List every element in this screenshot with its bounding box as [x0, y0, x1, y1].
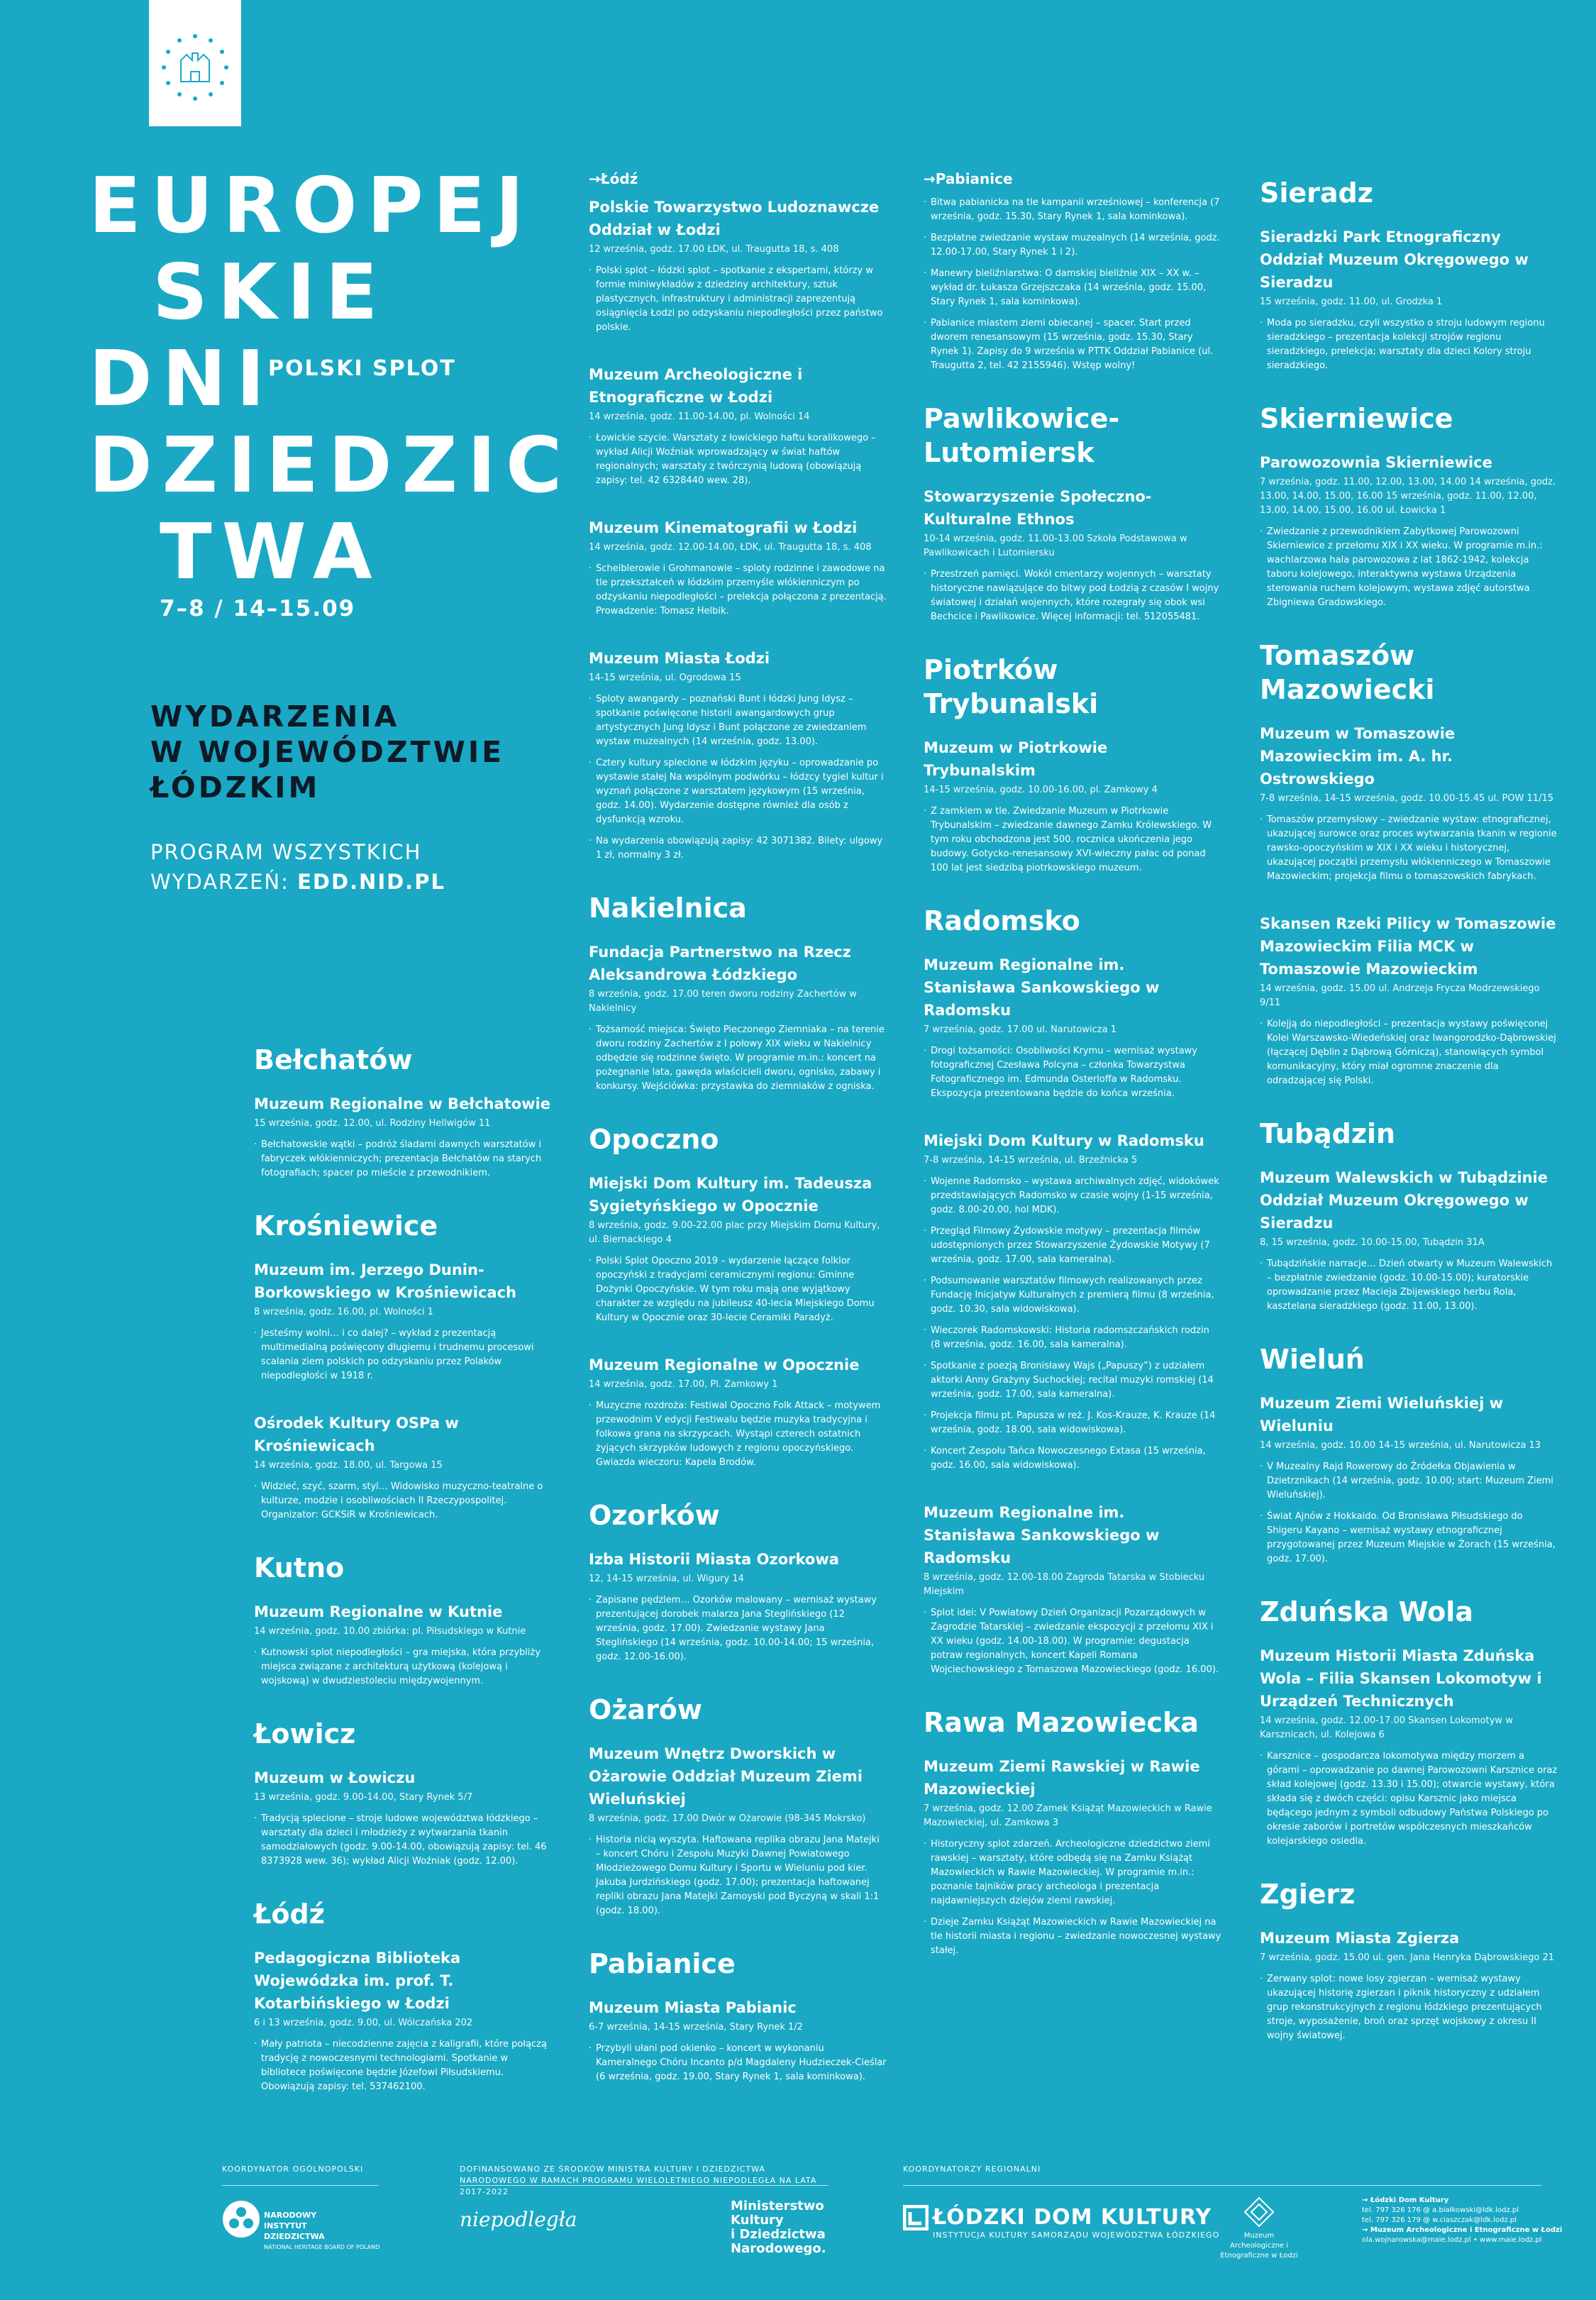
event-description: · Widzieć, szyć, szarm, styl… Widowisko muzyczno-teatralne o kulturze, modzie i osobliwościach II Rzeczypospolitej. Organizator: GCKSiR w Krośniewicach. [254, 1480, 552, 1522]
contact-line: → Muzeum Archeologiczne i Etnograficzne w Łodzi [1362, 2226, 1563, 2234]
city-heading: Kutno [254, 1552, 345, 1583]
institution-name: Muzeum Kinematografii w Łodzi [589, 519, 858, 536]
event-meta: 7 września, godz. 12.00 Zamek Książąt Mazowieckich w Rawie Mazowieckiej, ul. Zamkowa 3 [924, 1803, 1212, 1828]
institution-name: Muzeum w Tomaszowie Mazowieckim im. A. hr. Ostrowskiego [1260, 725, 1456, 787]
ministry-line-3: i Dziedzictwa [731, 2227, 826, 2242]
event-entry [924, 953, 1221, 1101]
event-description: · Mały patriota – niecodzienne zajęcia z kaligrafii, które połączą tradycję z nowoczesnymi technologiami. Spotkanie w bibliotece poświęcone będzie Józefowi Piłsudskiemu. Obowiązują zapisy: tel. 537462100. [254, 2038, 552, 2094]
event-meta: 7 września, godz. 17.00 ul. Narutowicza 1 [924, 1024, 1116, 1035]
event-description: · Przybyli ułani pod okienko – koncert w wykonaniu Kameralnego Chóru Incanto p/d Magdaleny Hudzieczek-Cieślar (6 września, godz. 19.00, Stary Rynek 1, sala kominkowa). [589, 2042, 887, 2084]
event-meta: 6-7 września, 14-15 września, Stary Rynek 1/2 [589, 2022, 803, 2033]
event-description: · Polski Splot Opoczno 2019 – wydarzenie łączące folklor opoczyński z tradycjami ceramicznymi regionu: Gminne Dożynki Opoczyńskie. W tym roku mają one wyjątkowy charakter ze względu na jubileusz 40-lecia Miejskiego Domu Kultury w Opocznie oraz 30-lecie Ceramiki Paradyż. [589, 1254, 887, 1325]
event-meta: 14 września, godz. 10.00 14-15 września, ul. Narutowicza 13 [1260, 1440, 1541, 1451]
event-entry [1260, 1392, 1558, 1566]
niepodlegla-logo: niepodległa [460, 2208, 577, 2231]
nid-name [264, 2210, 379, 2252]
event-meta: 14 września, godz. 17.00, Pl. Zamkowy 1 [589, 1379, 778, 1390]
title-line-2: SKIE [153, 248, 388, 337]
city-heading: Łowicz [254, 1718, 356, 1749]
divider [222, 2185, 378, 2186]
edd-logo [149, 0, 241, 126]
event-description: · Koncert Zespołu Tańca Nowoczesnego Extasa (15 września, godz. 16.00, sala widowiskowa). [924, 1444, 1221, 1473]
city-continuation: →Łódź [589, 170, 638, 187]
column-2 [589, 169, 887, 2113]
ldk-logo-text: ŁÓDZKI DOM KULTURY [933, 2205, 1212, 2230]
event-entry [589, 1354, 887, 1470]
nid-name-text: NARODOWY INSTYTUT DZIEDZICTWA [264, 2211, 325, 2241]
mae-name: Muzeum Archeologiczne i Etnograficzne w Łodzi [1220, 2232, 1298, 2260]
event-description: · Bezpłatne zwiedzanie wystaw muzealnych (14 września, godz. 12.00-17.00, Stary Rynek 1 i 2). [924, 231, 1221, 260]
event-description: · Muzyczne rozdroża: Festiwal Opoczno Folk Attack – motywem przewodnim V edycji Festiwalu będzie muzyka tradycyjna i folkowa grana na skrzypcach. Wystąpi czterech ostatnich żyjących skrzypków ludowych z regionu opoczyńskiego. Gwiazda wieczoru: Kapela Brodów. [589, 1399, 887, 1470]
city-block [589, 1947, 887, 2084]
program-url-link[interactable]: EDD.NID.PL [297, 870, 445, 894]
event-description: · Przegląd Filmowy Żydowskie motywy – prezentacja filmów udostępnionych przez Stowarzyszenie Żydowskie Motywy (7 września, godz. 17.00, sala kameralna). [924, 1224, 1221, 1267]
city-heading: Zduńska Wola [1260, 1596, 1473, 1627]
city-heading: Wieluń [1260, 1344, 1365, 1375]
event-description: · Wieczorek Radomskowski: Historia radomszczańskich rodzin (8 września, godz. 16.00, sala kameralna). [924, 1324, 1221, 1352]
event-entry [1260, 1644, 1558, 1849]
event-entry [924, 736, 1221, 875]
mae-logo-icon [1243, 2196, 1275, 2228]
contact-line: tel. 797 326 179 @ w.ciaszczak@ldk.lodz.pl [1362, 2216, 1517, 2224]
event-description: · Kolejją do niepodległości – prezentacja wystawy poświęconej Kolei Warszawsko-Wiedeńskiej oraz Iwangorodzko-Dąbrowskiej (łączącej Dęblin z Dąbrową Górniczą), stanowiących symbol komunikacyjny, który miał ogromne znaczenie dla odradzającej się Polski. [1260, 1017, 1558, 1088]
event-description: · Sploty awangardy – poznański Bunt i łódzki Jung Idysz – spotkanie poświęcone historii awangardowych grup artystycznych Jung Idysz i Bunt połączone ze zwiedzaniem wystaw muzealnych (14 września, godz. 13.00). [589, 692, 887, 749]
institution-name: Muzeum Ziemi Wieluńskiej w Wieluniu [1260, 1395, 1504, 1434]
event-meta: 14 września, godz. 12.00-14.00, ŁDK, ul. Traugutta 18, s. 408 [589, 542, 872, 553]
event-description: · Zwiedzanie z przewodnikiem Zabytkowej Parowozowni Skierniewice z przełomu XIX i XX wieku. W programie m.in.: wachlarzowa hala parowozowa z lat 1862-1942, kolekcja taboru kolejowego, interaktywna wystawa Urządzenia sterowania ruchem kolejowym, wystawa zdjęć autorstwa Zbigniewa Gradowskiego. [1260, 525, 1558, 610]
city-block [254, 1897, 552, 2094]
event-entry [589, 1742, 887, 1918]
city-heading: Skierniewice [1260, 403, 1453, 434]
city-heading: Ozorków [589, 1500, 720, 1531]
column-1 [254, 1043, 552, 2123]
institution-name: Muzeum w Piotrkowie Trybunalskim [924, 739, 1108, 779]
title-line-4: DZIEDZIC [89, 421, 572, 510]
event-description: · Polski splot – łódzki splot – spotkanie z ekspertami, którzy w formie miniwykładów z dziedziny architektury, sztuk plastycznych, infrastruktury i administracji zaprezentują osiągnięcia Łodzi po odzyskaniu niepodległości przez państwo polskie. [589, 264, 887, 335]
event-meta: 8, 15 września, godz. 10.00-15.00, Tubądzin 31A [1260, 1237, 1485, 1248]
institution-name: Muzeum Regionalne im. Stanisława Sankowskiego w Radomsku [924, 1504, 1160, 1566]
city-heading: Piotrków Trybunalski [924, 654, 1099, 719]
institution-name: Pedagogiczna Biblioteka Wojewódzka im. prof. T. Kotarbińskiego w Łodzi [254, 1950, 461, 2012]
city-block [1260, 1595, 1558, 1849]
city-block [1260, 1342, 1558, 1566]
event-entry [589, 1172, 887, 1325]
event-description: · Spotkanie z poezją Bronisławy Wajs („Papuszy”) z udziałem aktorki Anny Grażyny Suchockiej; recital muzyki romskiej (14 września, godz. 17.00, sala kameralna). [924, 1359, 1221, 1402]
event-meta: 14-15 września, godz. 10.00-16.00, pl. Zamkowy 4 [924, 785, 1158, 795]
institution-name: Muzeum Miasta Zgierza [1260, 1930, 1460, 1947]
event-description: · Bełchatowskie wątki – podróż śladami dawnych warsztatów i fabryczek włókienniczych; prezentacja Bełchatów na starych fotografiach; spacer po mieście z przewodnikiem. [254, 1138, 552, 1181]
ldk-subtitle: INSTYTUCJA KULTURY SAMORZĄDU WOJEWÓDZTWA ŁÓDZKIEGO [933, 2230, 1220, 2240]
city-block [924, 402, 1221, 624]
city-block [1260, 176, 1558, 373]
event-description: · Podsumowanie warsztatów filmowych realizowanych przez Fundację Inicjatyw Kulturalnych z premierą filmu (8 września, godz. 10.30, sala widowiskowa). [924, 1274, 1221, 1317]
title-line-5: TWA [160, 508, 382, 597]
event-meta: 15 września, godz. 12.00, ul. Rodziny Hellwigów 11 [254, 1118, 491, 1129]
institution-name: Ośrodek Kultury OSPa w Krośniewicach [254, 1415, 459, 1454]
event-description: · Manewry bieliźniarstwa: O damskiej bieliźnie XIX – XX w. – wykład dr. Łukasza Grzejszczaka (14 września, godz. 15.00, Stary Rynek 1, sala kominkowa). [924, 267, 1221, 309]
city-block [254, 1043, 552, 1181]
institution-name: Muzeum Walewskich w Tubądzinie Oddział Muzeum Okręgowego w Sieradzu [1260, 1169, 1548, 1232]
event-meta: 8 września, godz. 16.00, pl. Wolności 1 [254, 1307, 433, 1317]
city-block [924, 1705, 1221, 1958]
city-heading: Rawa Mazowiecka [924, 1707, 1199, 1738]
city-heading: Pawlikowice-Lutomiersk [924, 403, 1120, 468]
event-description: · Scheiblerowie i Grohmanowie – sploty rodzinne i zawodowe na tle przekształceń w łódzkim przemyśle włókienniczym po odzyskaniu niepodległości – prelekcja połączona z prezentacją. Prowadzenie: Tomasz Helbik. [589, 562, 887, 619]
city-block [254, 1209, 552, 1522]
event-meta: 6 i 13 września, godz. 9.00, ul. Wólczańska 202 [254, 2018, 473, 2028]
event-description: · Bitwa pabianicka na tle kampanii wrześniowej – konferencja (7 września, godz. 15.30, Stary Rynek 1, sala kominkowa). [924, 196, 1221, 224]
city-heading: Tubądzin [1260, 1118, 1396, 1149]
stars-castle-icon [160, 32, 231, 110]
institution-name: Sieradzki Park Etnograficzny Oddział Muzeum Okręgowego w Sieradzu [1260, 228, 1529, 291]
city-heading: Radomsko [924, 905, 1080, 936]
event-meta: 12 września, godz. 17.00 ŁDK, ul. Traugutta 18, s. 408 [589, 244, 839, 255]
city-block [254, 1551, 552, 1688]
event-description: · Tomaszów przemysłowy – zwiedzanie wystaw: etnograficznej, ukazującej surowce oraz proces wytwarzania tkanin w regionie rawsko-opoczyńskim w XIX i XX wieku i historycznej, ukazującej początki przemysłu włókienniczego w Tomaszowie Mazowieckim; projekcja filmu o tomaszowskich fabrykach. [1260, 813, 1558, 884]
event-description: · Drogi tożsamości: Osobliwości Krymu – wernisaż wystawy fotograficznej Czesława Polcyna – członka Towarzystwa Fotograficznego im. Edmunda Osterloffa w Radomsku. Ekspozycja prezentowana będzie do końca września. [924, 1044, 1221, 1101]
city-block [589, 1122, 887, 1470]
event-description: · Przestrzeń pamięci. Wokół cmentarzy wojennych – warsztaty historyczne nawiązujące do bitwy pod Łodzią z czasów I wojny światowej i działań wojennych, które rozegrały się obok wsi Bechcice i Pawlikowice. Więcej informacji: tel. 512055481. [924, 568, 1221, 624]
city-block [254, 1717, 552, 1869]
event-meta: 8 września, godz. 9.00-22.00 plac przy Miejskim Domu Kultury, ul. Biernackiego 4 [589, 1220, 880, 1245]
city-heading: Łódź [254, 1898, 325, 1930]
divider [460, 2185, 829, 2186]
event-entry [589, 1548, 887, 1664]
title-line-3: DNI [89, 335, 275, 424]
city-heading: Tomaszów Mazowiecki [1260, 640, 1435, 705]
event-meta: 10-14 września, godz. 11.00-13.00 Szkoła Podstawowa w Pawlikowicach i Lutomiersku [924, 533, 1187, 558]
theme-subtitle: POLSKI SPLOT [268, 356, 456, 381]
institution-name: Muzeum Regionalne im. Stanisława Sankowskiego w Radomsku [924, 956, 1160, 1019]
event-description: · Historia nicią wyszyta. Haftowana replika obrazu Jana Matejki – koncert Chóru i Zespołu Muzyki Dawnej Powiatowego Młodzieżowego Domu Kultury i Sportu w Wieluniu pod kier. Jakuba Jurdzińskiego (godz. 17.00); prezentacja haftowanej repliki obrazu Jana Matejki Zamoyski pod Byczyną w skali 1:1 (godz. 18.00). [589, 1833, 887, 1918]
divider [903, 2185, 1541, 2186]
institution-name: Skansen Rzeki Pilicy w Tomaszowie Mazowieckim Filia MCK w Tomaszowie Mazowieckim [1260, 915, 1556, 978]
institution-name: Muzeum Regionalne w Bełchatowie [254, 1095, 550, 1112]
event-meta: 12, 14-15 września, ul. Wigury 14 [589, 1574, 744, 1584]
event-meta: 14 września, godz. 12.00-17.00 Skansen Lokomotyw w Karsznicach, ul. Kolejowa 6 [1260, 1715, 1513, 1740]
event-entry [924, 485, 1221, 624]
city-block [924, 169, 1221, 373]
institution-name: Muzeum Historii Miasta Zduńska Wola – Filia Skansen Lokomotyw i Urządzeń Technicznych [1260, 1647, 1542, 1710]
event-meta: 14 września, godz. 18.00, ul. Targowa 15 [254, 1460, 443, 1471]
institution-name: Muzeum Ziemi Rawskiej w Rawie Mazowieckiej [924, 1758, 1200, 1798]
nid-logo-icon [221, 2199, 261, 2239]
event-description: · Cztery kultury splecione w łódzkim języku – oprowadzanie po wystawie stałej Na wspólnym podwórku – łódzcy tygiel kultur i wyznań połączone z warsztatem językowym (15 września, godz. 14.00). Wydarzenie dostępne również dla osób z dysfunkcją wzroku. [589, 756, 887, 827]
city-block [1260, 638, 1558, 1088]
ministry-logo [731, 2199, 826, 2256]
event-entry [1260, 226, 1558, 373]
event-entry [924, 1129, 1221, 1473]
program-line-2: WYDARZEŃ: [150, 870, 289, 894]
city-block [1260, 1117, 1558, 1314]
institution-name: Muzeum Regionalne w Kutnie [254, 1603, 503, 1620]
event-description: · Karsznice – gospodarcza lokomotywa między morzem a górami – oprowadzanie po dawnej Parowozowni Karsznice oraz skład kolejowej (godz. 13.30 i 15.00); otwarcie wystawy, która składa się z dwóch części: opisu Karsznic jako miejsca będącego jednym z symboli odbudowy Państwa Polskiego po okresie zaborów i portretów współczesnych mieszkańców kolejarskiego osiedla. [1260, 1749, 1558, 1849]
contacts [1362, 2196, 1562, 2245]
event-meta: 7 września, godz. 11.00, 12.00, 13.00, 14.00 14 września, godz. 13.00, 14.00, 15.00, 16.00 15 września, godz. 11.00, 12.00, 13.00, 14.00, 15.00, 16.00 ul. Łowicka 1 [1260, 477, 1556, 516]
event-entry [589, 516, 887, 619]
city-heading: Ożarów [589, 1694, 703, 1725]
event-meta: 8 września, godz. 12.00-18.00 Zagroda Tatarska w Stobiecku Miejskim [924, 1572, 1205, 1597]
region-title-line-3: ŁÓDZKIM [150, 770, 321, 805]
institution-name: Izba Historii Miasta Ozorkowa [589, 1551, 839, 1568]
event-meta: 7-8 września, 14-15 września, godz. 10.00-15.45 ul. POW 11/15 [1260, 793, 1554, 804]
city-block [924, 653, 1221, 875]
event-description: · Tradycją splecione – stroje ludowe województwa łódzkiego – warsztaty dla dzieci i młodzieży z wytwarzania tkanin samodziałowych (godz. 9.00-14.00, obowiązują zapisy: tel. 46 8373928 wew. 36); wykład Alicji Woźniak (godz. 12.00). [254, 1812, 552, 1869]
event-entry [924, 1501, 1221, 1677]
contact-line: ola.wojnarowska@maie.lodz.pl • www.maie.lodz.pl [1362, 2236, 1542, 2244]
column-3 [924, 169, 1221, 1986]
event-meta: 14-15 września, ul. Ogrodowa 15 [589, 673, 741, 683]
event-description: · Splot idei: V Powiatowy Dzień Organizacji Pozarządowych w Zagrodzie Tatarskiej – zwiedzanie ekspozycji z przełomu XIX i XX wieku (godz. 14.00-18.00). W programie: degustacja potraw regionalnych, koncert Kapeli Romana Wojciechowskiego z Tomaszowa Mazowieckiego (godz. 16.00). [924, 1606, 1221, 1677]
event-description: · Na wydarzenia obowiązują zapisy: 42 3071382. Bilety: ulgowy 1 zł, normalny 3 zł. [589, 834, 887, 863]
region-title-line-1: WYDARZENIA [150, 700, 400, 734]
label-regional-coordinators: KOORDYNATORZY REGIONALNI [903, 2164, 1041, 2174]
event-description: · Dzieje Zamku Książąt Mazowieckich w Rawie Mazowieckiej na tle historii miasta i regionu – zwiedzanie nowoczesnej wystawy stałej. [924, 1915, 1221, 1958]
institution-name: Parowozownia Skierniewice [1260, 454, 1492, 471]
nid-sub-text: NATIONAL HERITAGE BOARD OF POLAND [264, 2244, 380, 2250]
city-block [589, 1693, 887, 1918]
event-description: · Łowickie szycie. Warsztaty z łowickiego haftu koralikowego – wykład Alicji Woźniak wprowadzający w świat haftów regionalnych; warsztaty z twórczynią ludową (obowiązują zapisy: tel. 42 6328440 wew. 28). [589, 431, 887, 488]
event-description: · Jesteśmy wolni… i co dalej? – wykład z prezentacją multimedialną poświęcony długiemu i trudnemu procesowi scalania ziem polskich po odzyskaniu przez Polaków niepodległości w 1918 r. [254, 1327, 552, 1383]
ministry-line-4: Narodowego. [731, 2241, 826, 2256]
event-entry [1260, 451, 1558, 610]
event-meta: 14 września, godz. 10.00 zbiórka: pl. Piłsudskiego w Kutnie [254, 1626, 526, 1637]
event-entry [1260, 722, 1558, 884]
ministry-line-1: Ministerstwo [731, 2199, 824, 2213]
ldk-logo-icon [903, 2205, 929, 2230]
event-description: · Zapisane pędzlem… Ozorków malowany – wernisaż wystawy prezentującej dorobek malarza Jana Steglińskiego (12 września, godz. 17.00). Zwiedzanie wystawy Jana Steglińskiego (14 września, godz. 10.00-14.00; 15 września, godz. 12.00-16.00). [589, 1593, 887, 1664]
event-entry [589, 1996, 887, 2084]
event-entry [254, 1600, 552, 1688]
event-entry [254, 1947, 552, 2094]
city-heading: Pabianice [589, 1948, 736, 1979]
event-dates: 7–8 / 14–15.09 [160, 596, 356, 621]
column-4 [1260, 176, 1558, 2072]
institution-name: Muzeum im. Jerzego Dunin-Borkowskiego w Krośniewicach [254, 1261, 516, 1301]
region-title [150, 699, 548, 805]
event-meta: 7-8 września, 14-15 września, ul. Brzeźnicka 5 [924, 1155, 1138, 1166]
contact-line: tel. 797 326 176 @ a.białkowski@ldk.lodz.pl [1362, 2206, 1519, 2214]
event-description: · Świat Ajnów z Hokkaido. Od Bronisława Piłsudskiego do Shigeru Kayano – wernisaż wystawy etnograficznej przygotowanej przez Muzeum Miejskie w Żorach (15 września, godz. 17.00). [1260, 1510, 1558, 1566]
city-block [589, 1498, 887, 1664]
event-entry [924, 196, 1221, 373]
event-meta: 14 września, godz. 15.00 ul. Andrzeja Frycza Modrzewskiego 9/11 [1260, 983, 1540, 1008]
city-block [1260, 402, 1558, 610]
institution-name: Muzeum Miasta Łodzi [589, 650, 770, 667]
event-description: · V Muzealny Rajd Rowerowy do Źródełka Objawienia w Dzietrznikach (14 września, godz. 10.00; start: Muzeum Ziemi Wieluńskiej). [1260, 1460, 1558, 1503]
event-description: · Projekcja filmu pt. Papusza w reż. J. Kos-Krauze, K. Krauze (14 września, godz. 18.00, sala widowiskowa). [924, 1409, 1221, 1437]
event-description: · Pabianice miastem ziemi obiecanej – spacer. Start przed dworem renesansowym (15 września, godz. 15.30, Stary Rynek 1). Zapisy do 9 września w PTTK Oddział Pabianice (ul. Traugutta 2, tel. 42 2155946). Wstęp wolny! [924, 316, 1221, 373]
event-entry [1260, 1927, 1558, 2043]
event-entry [924, 1755, 1221, 1958]
city-block [924, 904, 1221, 1677]
event-entry [589, 363, 887, 488]
label-national-coordinator: KOORDYNATOR OGÓLNOPOLSKI [222, 2164, 364, 2174]
city-heading: Zgierz [1260, 1879, 1356, 1910]
institution-name: Muzeum Miasta Pabianic [589, 1999, 797, 2016]
city-heading: Nakielnica [589, 892, 747, 924]
ministry-line-2: Kultury [731, 2213, 784, 2228]
city-heading: Bełchatów [254, 1044, 413, 1076]
region-title-line-2: W WOJEWÓDZTWIE [150, 735, 505, 769]
event-entry [1260, 1166, 1558, 1314]
event-description: · Wojenne Radomsko – wystawa archiwalnych zdjęć, widokówek przedstawiających Radomsko w czasie wojny (1-15 września, godz. 8.00-20.00, hol MDK). [924, 1175, 1221, 1217]
event-meta: 14 września, godz. 11.00-14.00, pl. Wolności 14 [589, 411, 810, 422]
event-meta: 13 września, godz. 9.00-14.00, Stary Rynek 5/7 [254, 1792, 473, 1803]
event-entry [254, 1259, 552, 1383]
event-entry [589, 647, 887, 863]
event-description: · Zerwany splot: nowe losy zgierzan – wernisaż wystawy ukazującej historię zgierzan i piknik historyczny z udziałem grup rekonstrukcyjnych z regionu łódzkiego prezentujących stroje, wyposażenie, broń oraz sprzęt wojskowy z okresu II wojny światowej. [1260, 1972, 1558, 2043]
institution-name: Fundacja Partnerstwo na Rzecz Aleksandrowa Łódzkiego [589, 944, 851, 983]
city-continuation: →Pabianice [924, 170, 1013, 187]
title-line-1: EUROPEJ [89, 162, 534, 250]
event-meta: 8 września, godz. 17.00 teren dworu rodziny Zachertów w Nakielnicy [589, 989, 857, 1014]
contact-line: → Łódzki Dom Kultury [1362, 2196, 1449, 2204]
institution-name: Muzeum Regionalne w Opocznie [589, 1356, 860, 1373]
event-entry [1260, 912, 1558, 1088]
event-meta: 8 września, godz. 17.00 Dwór w Ożarowie (98-345 Mokrsko) [589, 1813, 866, 1824]
city-block [589, 891, 887, 1094]
institution-name: Muzeum Wnętrz Dworskich w Ożarowie Oddział Muzeum Ziemi Wieluńskiej [589, 1745, 863, 1808]
event-description: · Kutnowski splot niepodległości – gra miejska, która przybliży miejsca związane z architekturą użytkową (kolejową i wojskową) w dwudziestoleciu międzywojennym. [254, 1646, 552, 1688]
event-description: · Z zamkiem w tle. Zwiedzanie Muzeum w Piotrkowie Trybunalskim – zwiedzanie dawnego Zamku Królewskiego. W tym roku obchodzona jest 500. rocznica ukończenia jego budowy. Gotycko-renesansowy XVI-wieczny pałac od ponad 100 lat jest siedzibą piotrkowskiego muzeum. [924, 805, 1221, 875]
program-line-1: PROGRAM WSZYSTKICH [150, 840, 422, 864]
city-heading: Opoczno [589, 1124, 719, 1155]
institution-name: Muzeum w Łowiczu [254, 1769, 416, 1786]
city-heading: Krośniewice [254, 1210, 438, 1242]
event-entry [254, 1412, 552, 1522]
event-description: · Tubądzińskie narracje… Dzień otwarty w Muzeum Walewskich – bezpłatnie zwiedzanie (godz. 10.00-15.00); kuratorskie oprowadzanie przez Macieja Zbijewskiego herbu Rola, kasztelana sieradzkiego (godz. 11.00, 13.00). [1260, 1257, 1558, 1314]
event-description: · Tożsamość miejsca: Święto Pieczonego Ziemniaka – na terenie dworu rodziny Zachertów z I połowy XIX wieku w Nakielnicy odbędzie się rodzinne święto. W programie m.in.: koncert na pożegnanie lata, gawęda właścicieli dworu, ognisko, zabawy i konkursy. Wejściówka: przystawka do ziemniaków z ogniska. [589, 1023, 887, 1094]
event-meta: 7 września, godz. 15.00 ul. gen. Jana Henryka Dąbrowskiego 21 [1260, 1952, 1555, 1963]
institution-name: Miejski Dom Kultury im. Tadeusza Sygietyńskiego w Opocznie [589, 1175, 872, 1215]
event-entry [589, 941, 887, 1094]
institution-name: Polskie Towarzystwo Ludoznawcze Oddział w Łodzi [589, 199, 880, 238]
institution-name: Stowarzyszenie Społeczno-Kulturalne Ethnos [924, 488, 1152, 528]
event-description: · Moda po sieradzku, czyli wszystko o stroju ludowym regionu sieradzkiego – prezentacja kolekcji strojów regionu sieradzkiego, prelekcja; warsztaty dla dzieci Kolory stroju sieradzkiego. [1260, 316, 1558, 373]
event-meta: 15 września, godz. 11.00, ul. Grodzka 1 [1260, 297, 1443, 307]
program-info [150, 837, 445, 897]
label-funding: DOFINANSOWANO ZE ŚRODKÓW MINISTRA KULTURY I DZIEDZICTWA NARODOWEGO W RAMACH PROGRAMU WIELOLETNIEGO NIEPODLEGŁA NA LATA 2017-2022 [460, 2164, 817, 2196]
institution-name: Miejski Dom Kultury w Radomsku [924, 1132, 1204, 1149]
event-entry [254, 1093, 552, 1181]
event-entry [589, 196, 887, 335]
event-description: · Historyczny splot zdarzeń. Archeologiczne dziedzictwo ziemi rawskiej – warsztaty, które odbędą się na Zamku Książąt Mazowieckich w Rawie Mazowieckiej. W programie m.in.: poznanie tajników pracy archeologa i prezentacja najdawniejszych dziejów ziemi rawskiej. [924, 1837, 1221, 1908]
city-block [589, 169, 887, 863]
city-block [1260, 1877, 1558, 2043]
event-entry [254, 1767, 552, 1869]
city-heading: Sieradz [1260, 177, 1373, 209]
institution-name: Muzeum Archeologiczne i Etnograficzne w Łodzi [589, 366, 803, 406]
